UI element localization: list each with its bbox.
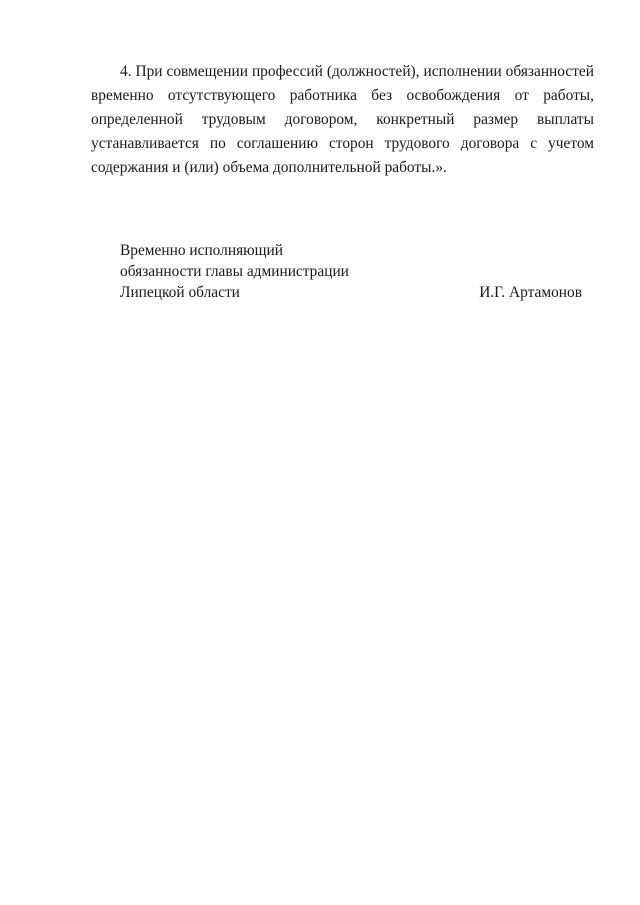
signature-block: [120, 240, 590, 303]
paragraph-line: определенной трудовым договором, конкретный размер выплаты: [91, 111, 594, 128]
paragraph-item-4: [91, 60, 594, 180]
paragraph-line: устанавливается по соглашению сторон трудового договора с учетом: [91, 135, 594, 152]
signatory-position-line: Временно исполняющий: [120, 242, 283, 259]
paragraph-line: содержания и (или) объема дополнительной работы.».: [91, 159, 447, 176]
signature-row: [120, 282, 590, 303]
paragraph-line: временно отсутствующего работника без освобождения от работы,: [91, 87, 594, 104]
signatory-region: Липецкой области: [120, 284, 240, 301]
signatory-position-line: обязанности главы администрации: [120, 263, 349, 280]
paragraph-line: 4. При совмещении профессий (должностей), исполнении обязанностей: [120, 63, 594, 80]
signatory-name: И.Г. Артамонов: [479, 284, 582, 301]
